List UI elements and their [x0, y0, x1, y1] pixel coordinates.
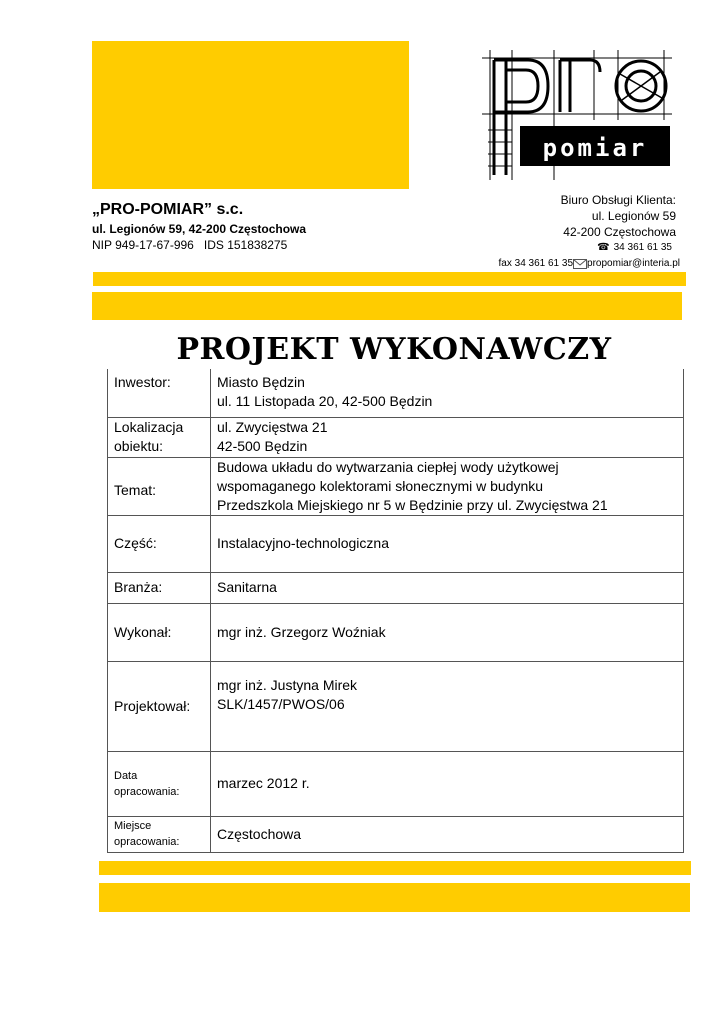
phone-icon: ☎	[597, 242, 610, 253]
office-title: Biuro Obsługi Klienta:	[560, 193, 676, 207]
office-city: 42-200 Częstochowa	[563, 225, 676, 239]
table-row-date	[108, 751, 684, 816]
designed-value: mgr inż. Justyna Mirek SLK/1457/PWOS/06	[211, 661, 684, 751]
place-label: Miejsce opracowania:	[108, 816, 211, 852]
executed-label: Wykonał:	[108, 603, 211, 661]
table-row-location	[108, 417, 684, 457]
table-row-subject	[108, 457, 684, 515]
customer-office-info	[498, 192, 680, 272]
office-street: ul. Legionów 59	[591, 209, 676, 223]
date-label: Data opracowania:	[108, 751, 211, 816]
office-fax: fax 34 361 61 35	[498, 258, 574, 269]
designed-label: Projektował:	[108, 661, 211, 751]
investor-value: Miasto Będzin ul. 11 Listopada 20, 42-500 Będzin	[211, 369, 684, 417]
footer-bar-thin	[99, 861, 691, 875]
header-yellow-block	[92, 41, 409, 189]
location-value: ul. Zwycięstwa 21 42-500 Będzin	[211, 417, 684, 457]
office-phone-row	[499, 240, 672, 256]
header-bar-thick	[92, 292, 682, 320]
location-label: Lokalizacja obiektu:	[108, 417, 211, 457]
table-row-executed	[108, 603, 684, 661]
office-email[interactable]: propomiar@interia.pl	[587, 258, 680, 269]
branch-label: Branża:	[108, 572, 211, 603]
executed-value: mgr inż. Grzegorz Woźniak	[211, 603, 684, 661]
place-value: Częstochowa	[211, 816, 684, 852]
company-ids	[92, 238, 287, 252]
company-nip: NIP 949-17-67-996	[92, 238, 194, 252]
project-info-table	[107, 369, 684, 853]
document-title: PROJEKT WYKONAWCZY	[176, 332, 612, 367]
company-name: „PRO-POMIAR” s.c.	[92, 201, 244, 218]
table-row-place	[108, 816, 684, 852]
company-ids-number: IDS 151838275	[203, 238, 288, 252]
office-phone: 34 361 61 35	[613, 242, 672, 253]
part-label: Część:	[108, 515, 211, 572]
pro-pomiar-logo	[482, 50, 672, 180]
header-bar-thin	[93, 272, 686, 286]
company-address: ul. Legionów 59, 42-200 Częstochowa	[92, 222, 307, 236]
table-row-designed	[108, 661, 684, 751]
subject-label: Temat:	[108, 457, 211, 515]
footer-bar-thick	[99, 883, 690, 912]
subject-value: Budowa układu do wytwarzania ciepłej wody użytkowej wspomaganego kolektorami słonecznymi w budynku Przedszkola Miejskiego nr 5 w Będzinie przy ul. Zwycięstwa 21	[211, 457, 684, 515]
table-row-part	[108, 515, 684, 572]
logo-word-pomiar: pomiar	[542, 134, 648, 162]
part-value: Instalacyjno-technologiczna	[211, 515, 684, 572]
envelope-icon	[573, 259, 587, 269]
branch-value: Sanitarna	[211, 572, 684, 603]
office-fax-email-row	[499, 256, 680, 272]
date-value: marzec 2012 r.	[211, 751, 684, 816]
table-row-branch	[108, 572, 684, 603]
investor-label: Inwestor:	[108, 369, 211, 417]
table-row-investor	[108, 369, 684, 417]
